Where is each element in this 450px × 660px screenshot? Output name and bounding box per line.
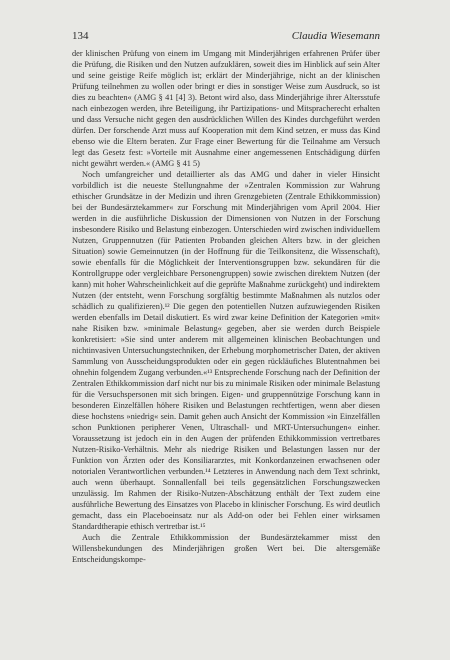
page-number: 134 [72, 30, 89, 42]
paragraph: der klinischen Prüfung von einem im Umgang mit Minderjährigen erfahrenen Prüfer über die Prüfung, die Risiken und den Nutzen aufzuklären, soweit dies im Hinblick auf sein Alter und seine geistige Reife möglich ist; erklärt der Minderjährige, nicht an der klinischen Prüfung teilnehmen zu wollen oder bringt er dies in sonstiger Weise zum Ausdruck, so ist dies zu beachten« (AMG § 41 [4] 3). Betont wird also, dass Minderjährige ihrer Altersstufe nach einbezogen werden, ihre Beteiligung, ihr Partizipations- und Mitspracherecht erhalten und dass Versuche nicht gegen den ausdrücklichen Willen des Kindes durchgeführt werden dürfen. Der forschende Arzt muss auf Kooperation mit dem Kind setzen, er muss das Kind ebenso wie die Eltern beraten. Zur Frage einer Bewertung für die Teilnahme am Versuch legt das Gesetz fest: »Vorteile mit Ausnahme einer angemessenen Entschädigung dürfen nicht gewährt werden.« (AMG § 41 5) [72, 49, 380, 168]
paragraph: Auch die Zentrale Ethikkommission der Bundesärztekammer misst den Willensbekundungen des Minderjährigen großen Wert bei. Die altersgemäße Entscheidungskompe- [72, 533, 380, 564]
paragraph: Noch umfangreicher und detaillierter als das AMG und daher in vieler Hinsicht vorbildlich ist die neueste Stellungnahme der »Zentralen Kommission zur Wahrung ethischer Grundsätze in der Medizin und ihren Grenzgebieten (Zentrale Ethikkommission) bei der Bundesärztekammer« zur Forschung mit Minderjährigen vom April 2004. Hier werden in die ausführliche Diskussion der Dimensionen von Nutzen in der Forschung insbesondere Risiko und Belastung einbezogen. Unterschieden wird zwischen individuellem Nutzen, Gruppennutzen (für Patienten Probanden gleichen Alters bzw. in der gleichen Situation) sowie Gemeinnutzen (in der Hoffnung für die Teilkonsitenz, die Wissenschaft), sowie ebenfalls für die Möglichkeit der Interventionsgruppen bzw. sekundären für die Kontrollgruppe oder vergleichbare Personengruppen) sowie zwischen direktem Nutzen (der kann) mit hoher Wahrscheinlichkeit auf die geprüfte Maßnahme zurückgeht) und indirektem Nutzen (der entsteht, wenn Forschung sorgfältig bestimmte Maßnahmen als nutzlos oder schädlich zu qualifizieren).¹² Die gegen den potentiellen Nutzen aufzuwiegenden Risiken werden ebenfalls im Detail diskutiert. Es wird zwar keine Definition der Kategorien »mit« nahe Risiken bzw. »minimale Belastung« gegeben, aber sie werden durch Beispiele konkretisiert: »Sie sind unter anderem mit allgemeinen klinischen Beobachtungen und nichtinvasiven Untersuchungstechniken, der Erhebung morphometrischer Daten, der aktiven Sammlung von Ausscheidungsprodukten oder ein gegen rückläufiches Blutentnahmen bei ohnehin folgendem Zugang verbunden.«¹³ Entsprechende Forschung nach der Definition der Zentralen Ethikkommission darf nicht nur bis zu minimale Risiken oder minimale Belastung für die Versuchspersonen mit sich bringen. Eigen- und gruppennützige Forschung kann in besonderen Einzelfällen höhere Risiken und Belastungen rechtfertigen, wenn aber diesen diese hochstens »niedrig« sein. Damit gehen auch Ansicht der Kommission »in Einzelfällen schon Punktionen peripherer Venen, Ultraschall- und MRT-Untersuchungen« einher. Voraussetzung ist jedoch ein in den Augen der prüfenden Ethikkommission vertretbares Nutzen-Risiko-Verhältnis. Mehr als niedrige Risiken und Belastungen lassen nur der Funktion von Ärzten oder des Konsiliararztes, mit Konkordanzeinen erwachsenen oder notorialen Verantwortlichen verbunden.¹⁴ Letzteres in Anwendung nach dem Text schrinkt, auch wenn überhaupt. Sonnallenfall bei teils gegensätzlichen Forschungszwecken unzulässig. Im Rahmen der Risiko-Nutzen-Abschätzung enthält der Text zudem eine ausführliche Bewertung des Einsatzes von Placebo in klinischer Forschung. Es wird deutlich gemacht, dass ein Placeboeinsatz nur als Add-on oder bei Fehlen einer wirksamen Standardtherapie ethisch vertretbar ist.¹⁵ [72, 170, 380, 531]
body-text [72, 48, 380, 565]
running-head-author: Claudia Wiesemann [291, 30, 380, 42]
page-header [72, 30, 380, 44]
